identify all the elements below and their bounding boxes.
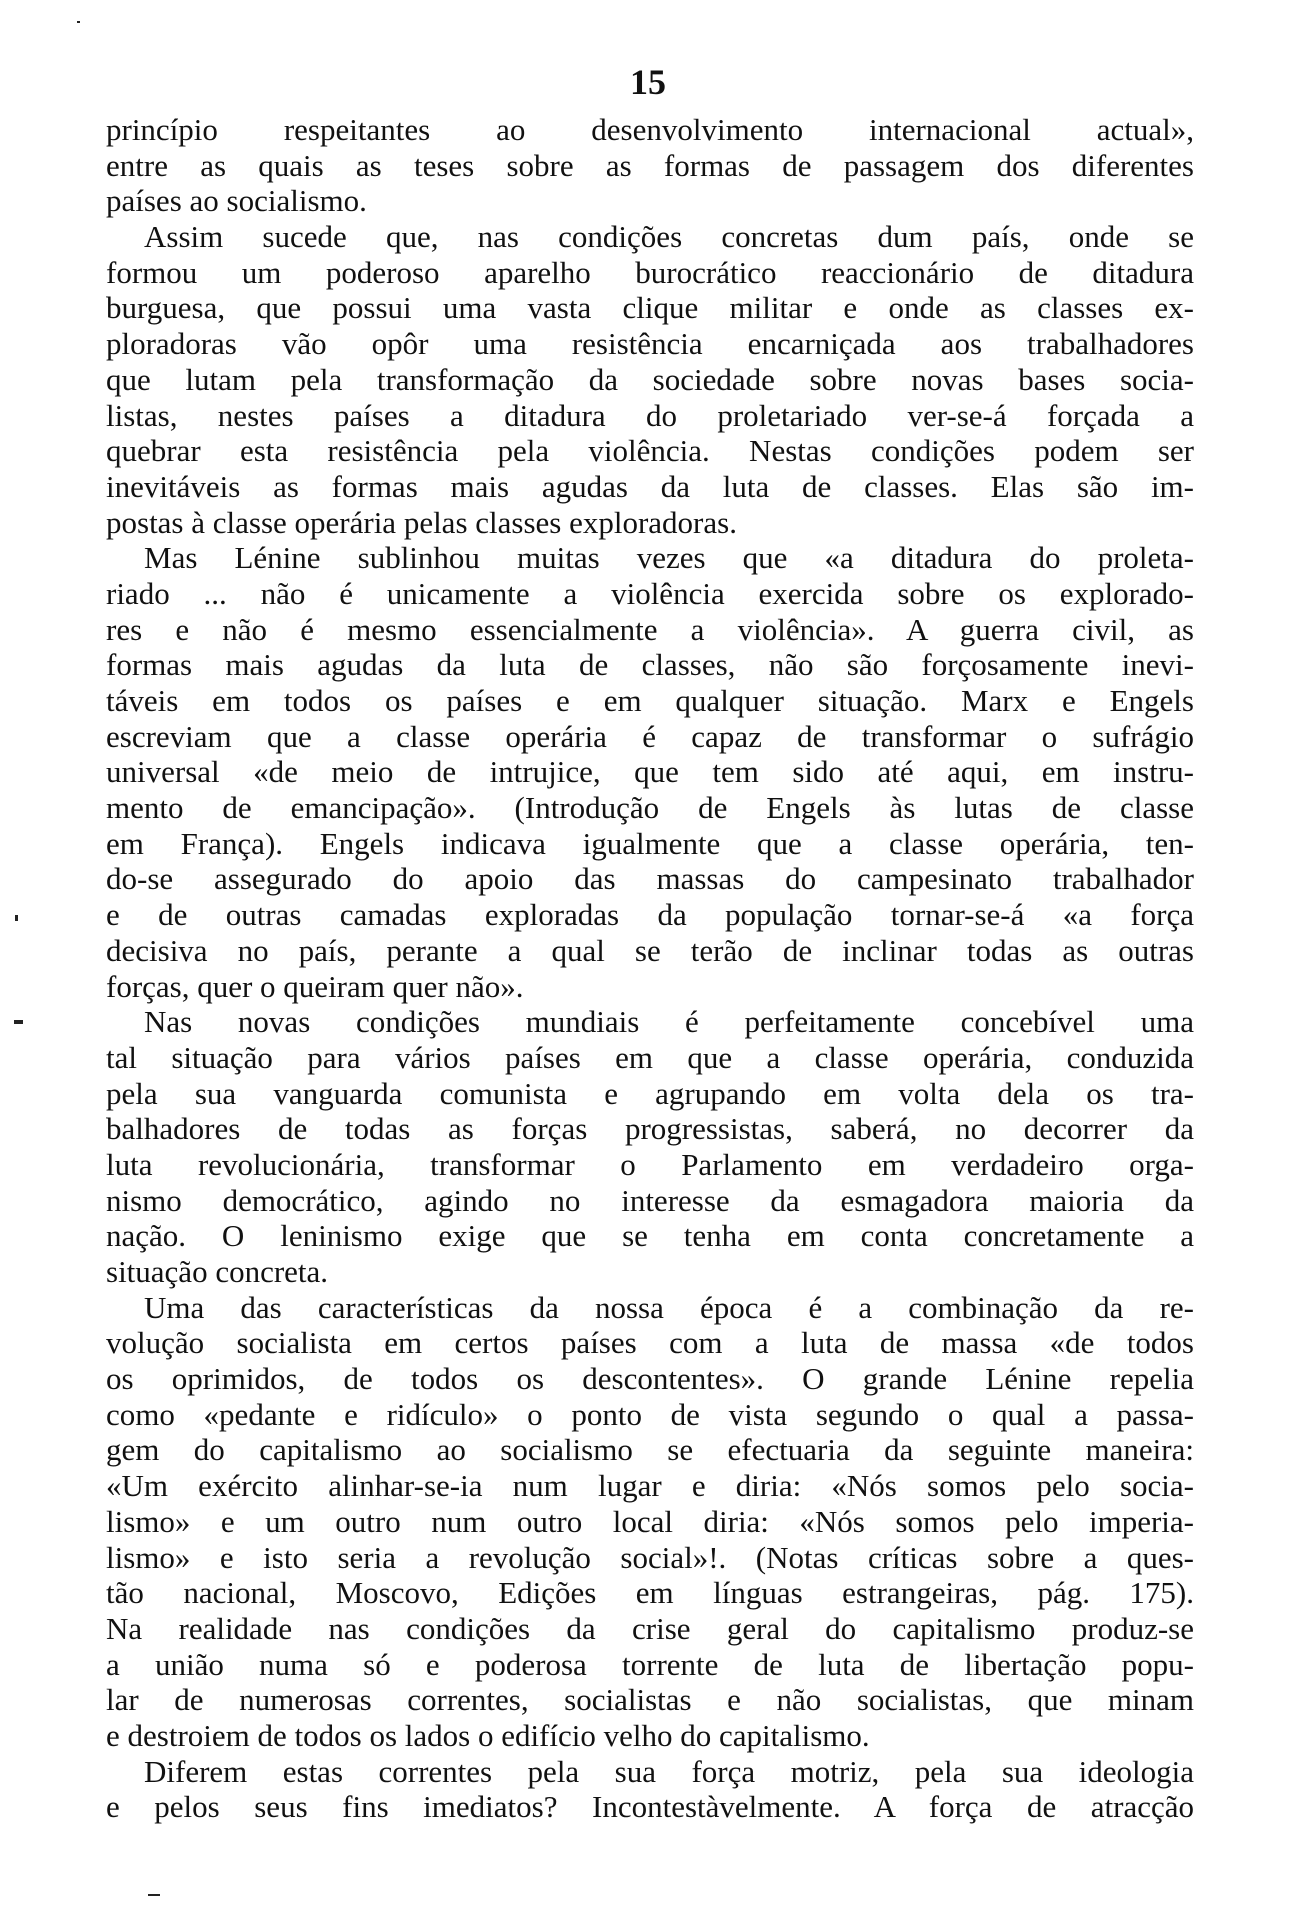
scan-speck <box>14 1020 23 1024</box>
text-line: pela sua vanguarda comunista e agrupando em volta dela os tra- <box>106 1075 1194 1111</box>
text-line: países ao socialismo. <box>106 183 367 219</box>
text-line: volução socialista em certos países com a luta de massa «de todos <box>106 1325 1194 1361</box>
paragraph-first-line: Mas Lénine sublinhou muitas vezes que «a ditadura do proleta- <box>144 540 1194 576</box>
text-line: princípio respeitantes ao desenvolvimento internacional actual», <box>106 112 1194 147</box>
page-number: 15 <box>630 62 666 102</box>
text-line: situação concreta. <box>106 1254 329 1289</box>
text-line: universal «de meio de intrujice, que tem sido até aqui, em instru- <box>106 754 1194 790</box>
text-line: nação. O leninismo exige que se tenha em conta concretamente a <box>106 1218 1194 1254</box>
text-line: quebrar esta resistência pela violência. Nestas condições podem ser <box>106 433 1194 469</box>
text-line: e pelos seus fins imediatos? Incontestàvelmente. A força de atracção <box>106 1789 1194 1825</box>
text-line: entre as quais as teses sobre as formas de passagem dos diferentes <box>106 147 1194 183</box>
text-line: lar de numerosas correntes, socialistas e não socialistas, que minam <box>106 1682 1194 1718</box>
text-line: a união numa só e poderosa torrente de luta de libertação popu- <box>106 1646 1194 1682</box>
text-line: os oprimidos, de todos os descontentes». O grande Lénine repelia <box>106 1361 1194 1397</box>
text-line: táveis em todos os países e em qualquer situação. Marx e Engels <box>106 683 1194 718</box>
text-line: gem do capitalismo ao socialismo se efectuaria da seguinte maneira: <box>106 1432 1194 1468</box>
text-line: balhadores de todas as forças progressistas, saberá, no decorrer da <box>106 1111 1194 1147</box>
text-line: Na realidade nas condições da crise geral do capitalismo produz-se <box>106 1610 1194 1646</box>
text-line: inevitáveis as formas mais agudas da luta de classes. Elas são im- <box>106 468 1194 504</box>
paragraph-first-line: Nas novas condições mundiais é perfeitamente concebível uma <box>144 1004 1194 1040</box>
paragraph-first-line: Uma das características da nossa época é a combinação da re- <box>144 1289 1194 1325</box>
page-body-text <box>106 112 1194 1825</box>
text-line: formou um poderoso aparelho burocrático reaccionário de ditadura <box>106 254 1194 290</box>
scan-speck <box>148 1894 160 1896</box>
text-line: tão nacional, Moscovo, Edições em línguas estrangeiras, pág. 175). <box>106 1575 1194 1611</box>
text-line: burguesa, que possui uma vasta clique militar e onde as classes ex- <box>106 290 1194 326</box>
text-line: luta revolucionária, transformar o Parlamento em verdadeiro orga- <box>106 1146 1194 1182</box>
text-line: ploradoras vão opôr uma resistência encarniçada aos trabalhadores <box>106 326 1194 362</box>
text-line: e destroiem de todos os lados o edifício velho do capitalismo. <box>106 1717 870 1753</box>
text-line: e de outras camadas exploradas da população tornar-se-á «a força <box>106 897 1194 933</box>
text-line: do-se assegurado do apoio das massas do campesinato trabalhador <box>106 861 1194 897</box>
text-line: lismo» e isto seria a revolução social»!. (Notas críticas sobre a ques- <box>106 1539 1194 1575</box>
text-line: nismo democrático, agindo no interesse da esmagadora maioria da <box>106 1182 1194 1218</box>
text-line: em França). Engels indicava igualmente que a classe operária, ten- <box>106 825 1194 861</box>
text-line: escreviam que a classe operária é capaz de transformar o sufrágio <box>106 718 1194 754</box>
text-line: formas mais agudas da luta de classes, não são forçosamente inevi- <box>106 647 1194 683</box>
text-line: tal situação para vários países em que a classe operária, conduzida <box>106 1039 1194 1075</box>
text-line: «Um exército alinhar-se-ia num lugar e diria: «Nós somos pelo socia- <box>106 1468 1194 1504</box>
text-line: lismo» e um outro num outro local diria: «Nós somos pelo imperia- <box>106 1503 1194 1539</box>
scan-speck <box>15 915 18 921</box>
text-line: res e não é mesmo essencialmente a violência». A guerra civil, as <box>106 611 1194 647</box>
scan-speck <box>77 21 80 23</box>
text-line: decisiva no país, perante a qual se terão de inclinar todas as outras <box>106 932 1194 968</box>
text-line: forças, quer o queiram quer não». <box>106 968 524 1004</box>
text-line: postas à classe operária pelas classes exploradoras. <box>106 504 737 540</box>
text-line: riado ... não é unicamente a violência exercida sobre os explorado- <box>106 575 1194 611</box>
text-line: como «pedante e ridículo» o ponto de vista segundo o qual a passa- <box>106 1396 1194 1432</box>
paragraph-first-line: Assim sucede que, nas condições concretas dum país, onde se <box>144 219 1194 255</box>
paragraph-first-line: Diferem estas correntes pela sua força motriz, pela sua ideologia <box>144 1753 1194 1789</box>
text-line: listas, nestes países a ditadura do proletariado ver-se-á forçada a <box>106 397 1194 433</box>
text-line: mento de emancipação». (Introdução de Engels às lutas de classe <box>106 790 1194 826</box>
text-line: que lutam pela transformação da sociedade sobre novas bases socia- <box>106 361 1194 397</box>
